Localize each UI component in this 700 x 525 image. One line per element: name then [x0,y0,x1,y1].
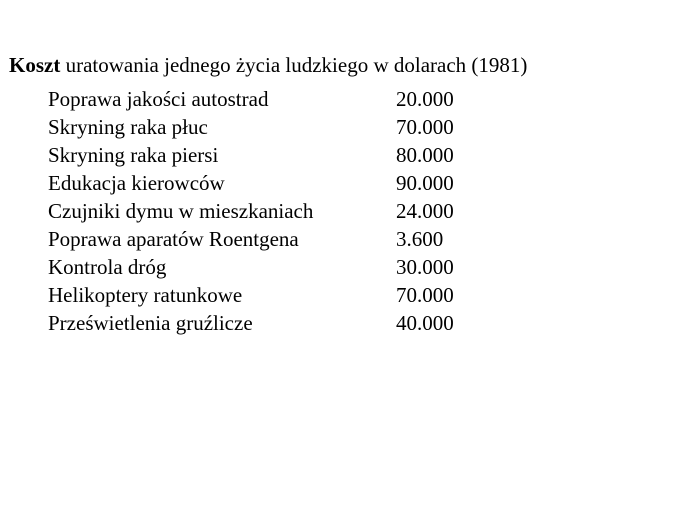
list-item [48,169,516,197]
list-item [48,309,516,337]
title-bold-word: Koszt [9,53,61,77]
list-item [48,253,516,281]
item-value: 20.000 [396,87,454,111]
item-value: 3.600 [396,227,444,251]
item-value: 90.000 [396,171,454,195]
item-label: Skryning raka płuc [48,115,208,139]
item-value: 70.000 [396,115,454,139]
item-label: Czujniki dymu w mieszkaniach [48,199,314,223]
item-label: Poprawa jakości autostrad [48,87,269,111]
item-label: Skryning raka piersi [48,143,219,167]
item-value: 70.000 [396,283,454,307]
list-item [48,113,516,141]
item-value: 30.000 [396,255,454,279]
item-label: Prześwietlenia gruźlicze [48,311,253,335]
item-label: Helikoptery ratunkowe [48,283,243,307]
title-rest: uratowania jednego życia ludzkiego w dolarach (1981) [60,53,528,77]
item-label: Kontrola dróg [48,255,167,279]
item-value: 40.000 [396,311,454,335]
item-label: Poprawa aparatów Roentgena [48,227,299,251]
list-item [48,225,516,253]
item-value: 80.000 [396,143,454,167]
item-label: Edukacja kierowców [48,171,225,195]
item-value: 24.000 [396,199,454,223]
list-item [48,141,516,169]
page-title [9,52,527,78]
list-item [48,197,516,225]
cost-list [48,85,516,337]
list-item [48,85,516,113]
list-item [48,281,516,309]
